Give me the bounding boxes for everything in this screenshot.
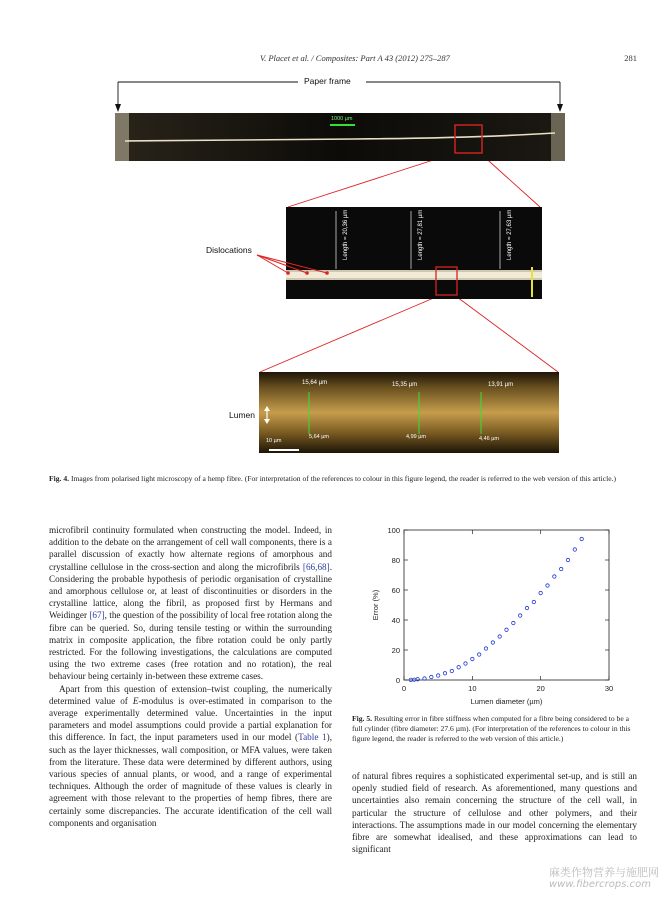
paragraph-2: Apart from this question of extension–twist coupling, the numerically determined value of E-modulus is over-estimated in comparison to the average experimentally determined value. Uncertainties in the input parameters and model assumptions could provide a partial explanation for this difference. In fact, the input parameters used in our model (Table 1), such as the layer thicknesses, wall composition, or MFA values, were taken from the literature. These data were determined by different authors, using various species of annual plants, or wood, and a range of experimental techniques. Although the order of magnitude of these values is clearly in agreement with those relevant to the properties of hemp fibres, there are certainly some discrepancies. The accurate identification of the cell wall components and organisation: [49, 683, 332, 828]
y-tick-label: 40: [391, 616, 400, 625]
y-axis-label: Error (%): [371, 589, 380, 621]
scale-bar-1000um: 1000 µm: [331, 116, 353, 122]
page-number: 281: [624, 53, 637, 63]
length-label-1: Length = 20,36 µm: [343, 209, 349, 260]
data-point: [518, 614, 521, 617]
figure-5-caption: [352, 714, 637, 744]
data-point: [450, 669, 453, 672]
y-tick-label: 100: [387, 526, 400, 535]
data-point: [416, 678, 419, 681]
figure-4-caption-text: Images from polarised light microscopy of a hemp fibre. (For interpretation of the references to colour in this figure legend, the reader is referred to the web version of this article.): [70, 474, 617, 483]
paper-frame-label: Paper frame: [304, 76, 351, 86]
ref-67-link[interactable]: [67]: [89, 610, 105, 621]
data-point: [505, 628, 508, 631]
data-point: [484, 647, 487, 650]
right-paragraph: of natural fibres requires a sophisticated experimental set-up, and is still an openly studied field of research. As aforementioned, many questions and uncertainties also remain concerning the structure of the cell wall, in particular the structure of cellulose and other polymers, and their interactions. The assumptions made in our model concerning the elementary fibre are somewhat idealised, and these approximations can lead to significant: [352, 771, 637, 855]
lumen-arrow: [262, 405, 272, 425]
data-point: [457, 666, 460, 669]
watermark-cn: 麻类作物营养与施肥网: [549, 866, 659, 879]
data-point: [580, 537, 583, 540]
y-tick-label: 80: [391, 556, 400, 565]
scale-bar-10um: 10 µm: [266, 438, 282, 444]
x-tick-label: 30: [604, 684, 614, 693]
x-tick-label: 10: [468, 684, 477, 693]
lumen-label: Lumen: [229, 410, 255, 420]
length-label-2: Length = 27,81 µm: [418, 209, 424, 260]
data-point: [443, 672, 446, 675]
outer-diameter-3: 13,91 µm: [488, 382, 514, 388]
table-1-link[interactable]: Table 1: [298, 732, 327, 743]
lumen-diameter-1: 5,64 µm: [309, 434, 329, 440]
outer-diameter-2: 15,35 µm: [392, 382, 418, 388]
length-label-3: Length = 27,63 µm: [507, 209, 513, 260]
data-point: [559, 567, 562, 570]
data-point: [491, 641, 494, 644]
figure-4-caption: [49, 474, 639, 484]
data-point: [464, 662, 467, 665]
journal-citation: V. Placet et al. / Composites: Part A 43 (2012) 275–287: [260, 53, 450, 63]
scale-bar-100um: 100 µm: [498, 305, 519, 311]
data-point: [498, 635, 501, 638]
paragraph-1: microfibril continuity formulated when constructing the model. Indeed, in addition to the debate on the arrangement of cell wall components, there is a parallel discussion of exactly how alternate regions of amorphous and crystalline cellulose in the cross-section and along the microfibrils [66,68]. Considering the probable hypothesis of periodic organisation of crystalline and amorphous cellulose or, at least of discontinuities or disorders in the crystalline lattice, along the fibril, as proposed first by Hermans and Weidinger [67], the question of the possibility of local free rotation along the fibre can be queried. So, during tensile testing or within the surrounding matrix in composite application, the fibre rotation could be only partly restricted. For the following investigations, the calculations are computed using the two extreme cases (free rotation and no rotation), the real behaviour being certainly in-between these extreme cases.: [49, 525, 332, 682]
lumen-diameter-3: 4,46 µm: [479, 436, 499, 442]
figure-5-chart: [352, 518, 632, 708]
data-point: [512, 621, 515, 624]
data-point: [546, 584, 549, 587]
figure-5-label: Fig. 5.: [352, 714, 373, 723]
plot-frame: [404, 530, 609, 680]
data-point: [471, 657, 474, 660]
y-tick-label: 60: [391, 586, 400, 595]
right-column-text: [352, 770, 637, 855]
data-point: [436, 674, 439, 677]
x-tick-label: 20: [536, 684, 545, 693]
y-tick-label: 0: [395, 676, 400, 685]
x-axis-label: Lumen diameter (µm): [470, 697, 543, 706]
watermark-url: www.fibercrops.com: [549, 879, 651, 890]
data-point: [573, 548, 576, 551]
data-point: [532, 600, 535, 603]
x-tick-label: 0: [401, 684, 407, 693]
lumen-diameter-2: 4,99 µm: [406, 434, 426, 440]
left-column-text: [49, 524, 332, 829]
data-point: [525, 606, 528, 609]
data-point: [566, 558, 569, 561]
data-point: [477, 653, 480, 656]
figure-4-label: Fig. 4.: [49, 474, 70, 483]
data-point: [553, 575, 556, 578]
data-point: [430, 675, 433, 678]
ref-66-68-link[interactable]: [66,68]: [302, 561, 330, 572]
dislocations-label: Dislocations: [206, 245, 252, 255]
data-point: [539, 591, 542, 594]
outer-diameter-1: 15,64 µm: [302, 380, 328, 386]
dislocation-arrows: [255, 250, 335, 280]
y-tick-label: 20: [391, 646, 400, 655]
figure-5-caption-text: Resulting error in fibre stiffness when computed for a fibre being considered to be a full cylinder (fibre diameter: 27.6 µm). (For interpretation of the references to colour in this figure legend, the reader is referred to the web version of this article.): [352, 714, 631, 743]
